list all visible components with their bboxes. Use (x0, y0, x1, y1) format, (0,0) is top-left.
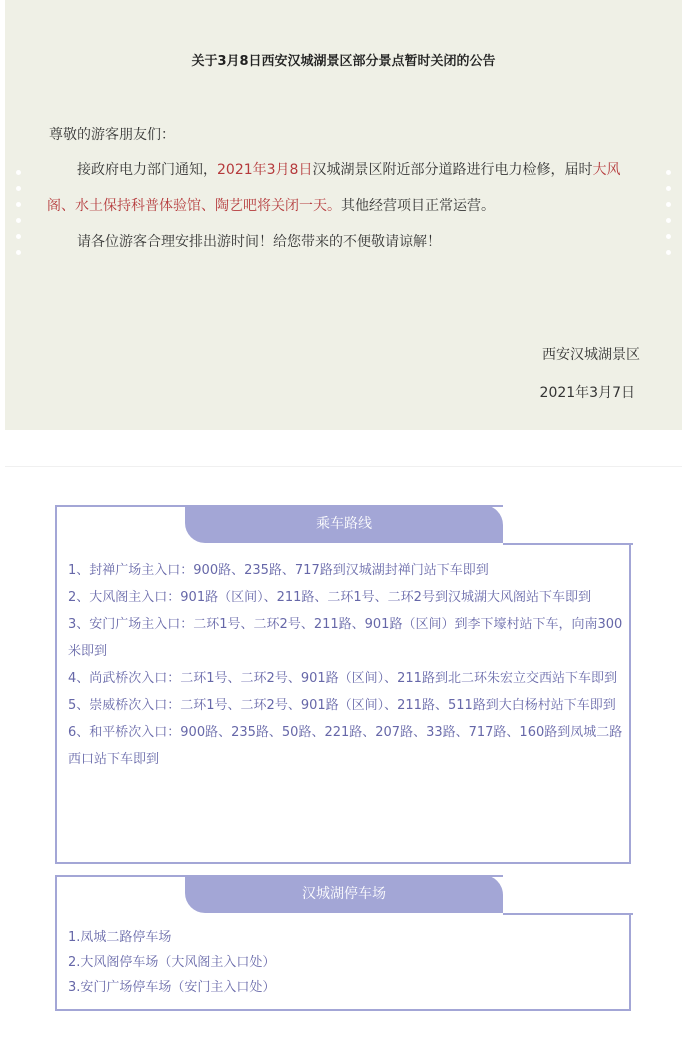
notice-paragraph-2 (47, 224, 647, 260)
parking-box (55, 875, 631, 1011)
tab-cover (503, 505, 633, 543)
para1-text-3: 其他经营项目正常运营。 (341, 198, 495, 214)
closure-date-highlight: 2021年3月8日 (217, 162, 313, 178)
parking-title-tab: 汉城湖停车场 (185, 875, 503, 913)
notice-title: 关于3月8日西安汉城湖景区部分景点暂时关闭的公告 (191, 54, 496, 69)
routes-tab-line (503, 543, 633, 545)
para1-text-2: 汉城湖景区附近部分道路进行电力检修，届时 (312, 162, 593, 178)
parking-item: 3.安门广场停车场（安门主入口处） (68, 980, 276, 995)
decorative-dots-left (16, 170, 22, 266)
route-item: 6、和平桥次入口：900路、235路、50路、221路、207路、33路、717路、160路到凤城二路西口站下车即到 (68, 725, 623, 767)
tab-cover (503, 875, 633, 913)
closed-attractions-highlight: 大风阁、水土保持科普体验馆、陶艺吧将关闭一天。 (47, 162, 621, 214)
notice-date: 2021年3月7日 (539, 385, 635, 401)
routes-title-tab: 乘车路线 (185, 505, 503, 543)
para2-text: 请各位游客合理安排出游时间！给您带来的不便敬请谅解！ (77, 234, 441, 250)
route-item: 5、崇威桥次入口：二环1号、二环2号、901路（区间）、211路、511路到大白杨村站下车即到 (68, 698, 616, 713)
route-item: 4、尚武桥次入口：二环1号、二环2号、901路（区间）、211路到北二环朱宏立交西站下车即到 (68, 671, 617, 686)
parking-item: 1.凤城二路停车场 (68, 930, 172, 945)
parking-list (68, 925, 624, 1000)
para1-text-1: 接政府电力部门通知， (77, 162, 217, 178)
section-divider (5, 466, 682, 467)
decorative-dots-right (666, 170, 672, 266)
notice-panel (5, 0, 682, 430)
parking-tab-line (503, 913, 633, 915)
routes-list (68, 557, 624, 773)
route-item: 1、封禅广场主入口：900路、235路、717路到汉城湖封禅门站下车即到 (68, 563, 489, 578)
notice-signature: 西安汉城湖景区 (542, 347, 640, 363)
route-item: 3、安门广场主入口：二环1号、二环2号、211路、901路（区间）到李下壕村站下车，向南300米即到 (68, 617, 623, 659)
routes-box (55, 505, 631, 864)
parking-item: 2.大风阁停车场（大风阁主入口处） (68, 955, 276, 970)
notice-paragraph-1 (47, 152, 647, 224)
route-item: 2、大风阁主入口：901路（区间）、211路、二环1号、二环2号到汉城湖大风阁站下车即到 (68, 590, 591, 605)
notice-greeting: 尊敬的游客朋友们： (49, 127, 175, 143)
